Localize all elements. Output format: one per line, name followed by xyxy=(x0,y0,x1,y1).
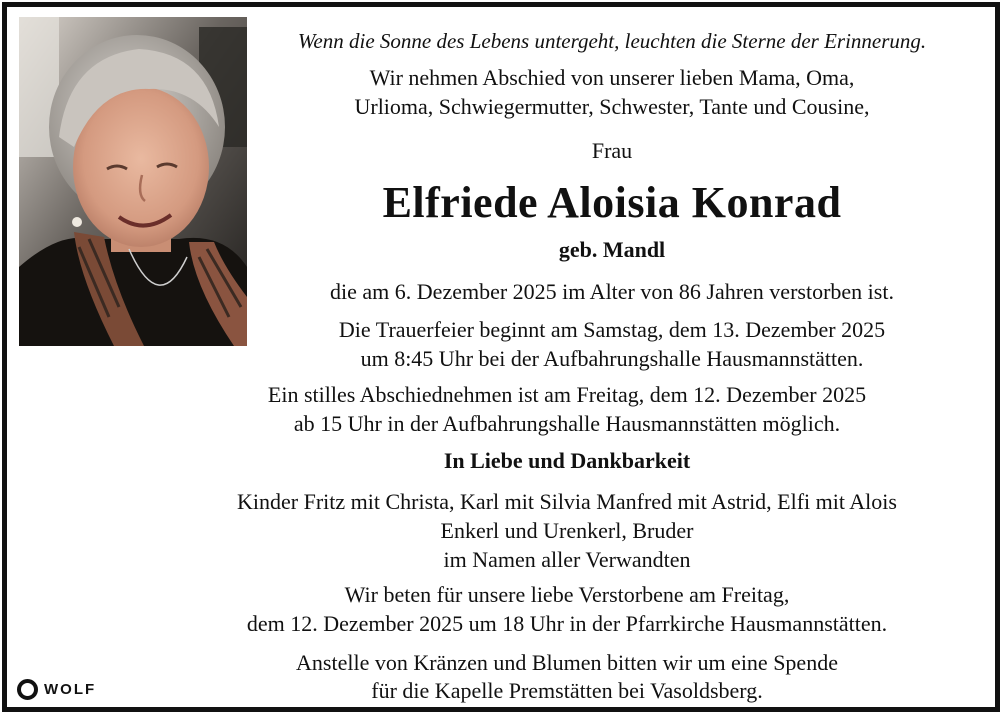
obituary-notice xyxy=(2,2,1000,712)
publisher-logo-text: WOLF xyxy=(44,680,97,698)
intro-line-1: Wir nehmen Abschied von unserer lieben Mama, Oma, xyxy=(369,65,855,90)
mourners-line-1: Kinder Fritz mit Christa, Karl mit Silvia Manfred mit Astrid, Elfi mit Alois xyxy=(237,489,897,514)
intro-line-2: Urlioma, Schwiegermutter, Schwester, Tante und Cousine, xyxy=(354,94,870,119)
portrait-image xyxy=(19,17,247,346)
memorial-motto: Wenn die Sonne des Lebens untergeht, leuchten die Sterne der Erinnerung. xyxy=(297,29,927,53)
mourners-line-2: Enkerl und Urenkerl, Bruder xyxy=(440,518,694,543)
closing-phrase: In Liebe und Dankbarkeit xyxy=(443,448,691,473)
ring-logo-icon xyxy=(17,679,38,700)
donation-line-1: Anstelle von Kränzen und Blumen bitten wir um eine Spende xyxy=(296,650,838,675)
portrait-photo xyxy=(19,17,247,346)
donation-line-2: für die Kapelle Premstätten bei Vasoldsberg. xyxy=(371,678,763,703)
funeral-line-2: um 8:45 Uhr bei der Aufbahrungshalle Hausmannstätten. xyxy=(360,346,864,371)
mourners-line-3: im Namen aller Verwandten xyxy=(443,547,691,572)
publisher-logo xyxy=(17,678,96,700)
deceased-name: Elfriede Aloisia Konrad xyxy=(382,178,842,227)
prayer-line-1: Wir beten für unsere liebe Verstorbene am Freitag, xyxy=(344,582,790,607)
viewing-line-2: ab 15 Uhr in der Aufbahrungshalle Hausmannstätten möglich. xyxy=(293,411,841,436)
funeral-line-1: Die Trauerfeier beginnt am Samstag, dem 13. Dezember 2025 xyxy=(338,317,886,342)
viewing-line-1: Ein stilles Abschiednehmen ist am Freitag, dem 12. Dezember 2025 xyxy=(267,382,867,407)
birth-name: geb. Mandl xyxy=(558,237,666,262)
prayer-line-2: dem 12. Dezember 2025 um 18 Uhr in der Pfarrkirche Hausmannstätten. xyxy=(246,611,888,636)
salutation: Frau xyxy=(591,138,633,163)
death-line: die am 6. Dezember 2025 im Alter von 86 Jahren verstorben ist. xyxy=(330,279,894,304)
